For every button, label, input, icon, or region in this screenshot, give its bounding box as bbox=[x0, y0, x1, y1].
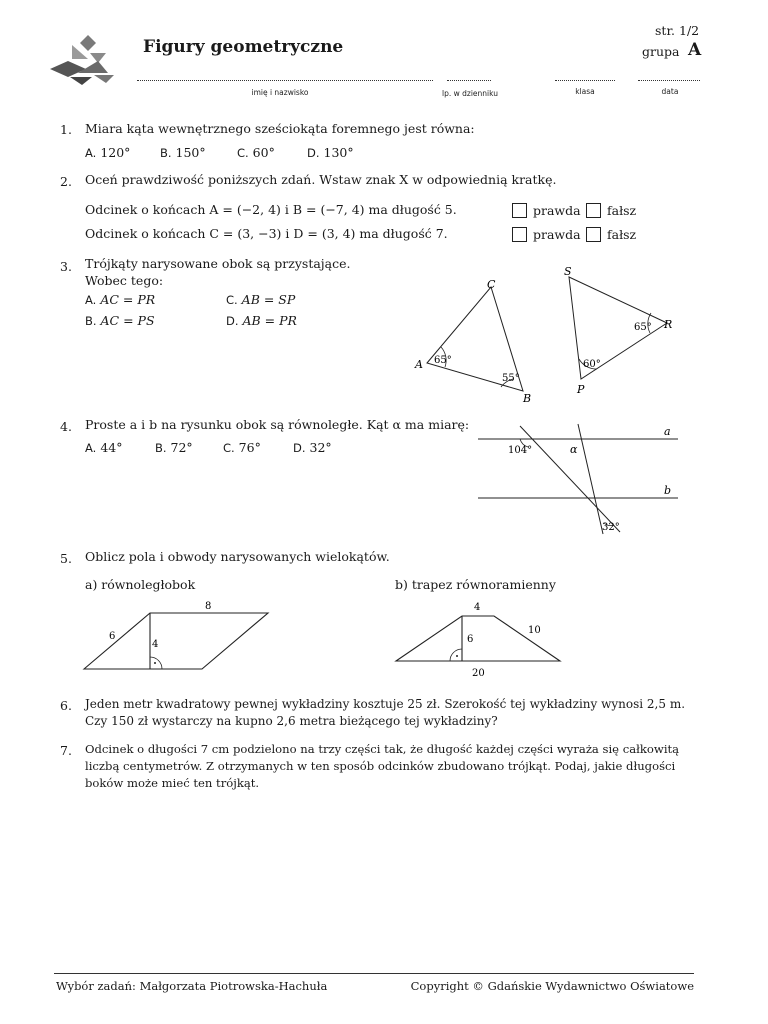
angle-r-label: 65° bbox=[634, 322, 652, 333]
q4-option-d[interactable]: D. 32° bbox=[293, 440, 332, 455]
q5-part-a-label: a) równoległobok bbox=[85, 577, 196, 592]
q4-text: Proste a i b na rysunku obok są równoległe. Kąt α ma miarę: bbox=[85, 417, 470, 432]
q2-statement-1: Odcinek o końcach A = (−2, 4) i B = (−7, 4) ma długość 5. bbox=[85, 202, 457, 217]
group-value: A bbox=[688, 40, 702, 60]
vertex-b-label: B bbox=[523, 392, 532, 405]
q2-row2-false-label: fałsz bbox=[607, 227, 637, 242]
q6-line1: Jeden metr kwadratowy pewnej wykładziny kosztuje 25 zł. Szerokość tej wykładziny wynosi 2,5 m. bbox=[85, 697, 686, 711]
name-field-caption: imię i nazwisko bbox=[251, 88, 309, 97]
date-field-caption: data bbox=[661, 87, 679, 96]
transversal-2 bbox=[578, 424, 603, 534]
parallelogram-height-label: 4 bbox=[152, 639, 159, 650]
footer-author: Wybór zadań: Małgorzata Piotrowska-Hachuła bbox=[56, 979, 328, 993]
angle-32-label: 32° bbox=[602, 522, 620, 533]
q2-row1-true-label: prawda bbox=[533, 203, 581, 218]
group-label: grupa bbox=[642, 44, 680, 59]
q1-option-d[interactable]: D. 130° bbox=[307, 145, 354, 160]
q1-text: Miara kąta wewnętrznego sześciokąta foremnego jest równa: bbox=[85, 121, 475, 136]
q5-part-b-label: b) trapez równoramienny bbox=[395, 577, 556, 592]
trapezoid bbox=[396, 616, 560, 661]
class-field-caption: klasa bbox=[575, 87, 595, 96]
q2-row2-true-label: prawda bbox=[533, 227, 581, 242]
page-number: str. 1/2 bbox=[655, 23, 700, 38]
name-field-line[interactable] bbox=[137, 80, 433, 81]
q5-parallelogram-figure bbox=[80, 596, 275, 674]
q4-option-c[interactable]: C. 76° bbox=[223, 440, 261, 455]
q3-number: 3. bbox=[60, 259, 72, 274]
q2-number: 2. bbox=[60, 174, 72, 189]
q5-trapezoid-figure bbox=[390, 596, 568, 680]
q4-parallel-lines-figure bbox=[470, 420, 685, 540]
vertex-r-label: R bbox=[664, 318, 673, 331]
trapezoid-height-label: 6 bbox=[467, 634, 474, 645]
q2-row1-true-checkbox[interactable] bbox=[512, 203, 527, 218]
q1-number: 1. bbox=[60, 122, 72, 137]
q2-row2-false-checkbox[interactable] bbox=[586, 227, 601, 242]
q3-text-line1: Trójkąty narysowane obok są przystające. bbox=[85, 256, 351, 271]
publisher-logo bbox=[48, 33, 116, 87]
q2-row1-false-label: fałsz bbox=[607, 203, 637, 218]
q6-line2: Czy 150 zł wystarczy na kupno 2,6 metra bieżącego tej wykładziny? bbox=[85, 714, 498, 728]
angle-104-label: 104° bbox=[508, 445, 533, 456]
date-field-line[interactable] bbox=[638, 80, 700, 81]
alpha-label: α bbox=[570, 443, 578, 456]
q5-text: Oblicz pola i obwody narysowanych wielokątów. bbox=[85, 549, 390, 564]
q4-option-b[interactable]: B. 72° bbox=[155, 440, 193, 455]
q3-option-d[interactable]: D. AB = PR bbox=[226, 313, 297, 328]
q1-option-c[interactable]: C. 60° bbox=[237, 145, 275, 160]
angle-a-label: 65° bbox=[434, 355, 452, 366]
angle-b-label: 55° bbox=[502, 373, 520, 384]
q3-option-a[interactable]: A. AC = PR bbox=[85, 292, 156, 307]
q3-option-c[interactable]: C. AB = SP bbox=[226, 292, 296, 307]
q1-option-b[interactable]: B. 150° bbox=[160, 145, 206, 160]
vertex-p-label: P bbox=[577, 383, 585, 396]
trapezoid-leg-label: 10 bbox=[528, 625, 541, 636]
q3-congruent-triangles-figure bbox=[405, 260, 695, 408]
q7-line2: liczbą centymetrów. Z otrzymanych w ten sposób odcinków zbudowano trójkąt. Podaj, jakie długości bbox=[85, 759, 676, 773]
q3-option-b[interactable]: B. AC = PS bbox=[85, 313, 155, 328]
line-b-label: b bbox=[664, 484, 672, 497]
q7-number: 7. bbox=[60, 743, 72, 758]
class-number-field-line[interactable] bbox=[447, 80, 491, 81]
q2-row2-true-checkbox[interactable] bbox=[512, 227, 527, 242]
footer-divider bbox=[54, 973, 694, 974]
q7-line1: Odcinek o długości 7 cm podzielono na trzy części tak, że długość każdej części wyraża się całkowitą bbox=[85, 742, 680, 756]
q4-option-a[interactable]: A. 44° bbox=[85, 440, 123, 455]
q1-option-a[interactable]: A. 120° bbox=[85, 145, 131, 160]
q3-text-line2: Wobec tego: bbox=[85, 273, 164, 288]
line-a-label: a bbox=[664, 425, 671, 438]
angle-p-label: 60° bbox=[583, 359, 601, 370]
q4-number: 4. bbox=[60, 419, 72, 434]
q6-number: 6. bbox=[60, 698, 72, 713]
q7-line3: boków może mieć ten trójkąt. bbox=[85, 776, 260, 790]
vertex-a-label: A bbox=[415, 358, 423, 371]
trapezoid-bottom-label: 20 bbox=[472, 668, 485, 679]
q5-number: 5. bbox=[60, 551, 72, 566]
page-title: Figury geometryczne bbox=[143, 37, 344, 57]
vertex-s-label: S bbox=[564, 265, 572, 278]
footer-copyright: Copyright © Gdańskie Wydawnictwo Oświatowe bbox=[410, 979, 694, 993]
class-field-line[interactable] bbox=[555, 80, 615, 81]
trapezoid-top-label: 4 bbox=[474, 602, 481, 613]
class-number-field-caption: lp. w dzienniku bbox=[442, 89, 498, 98]
parallelogram-top-label: 8 bbox=[205, 601, 212, 612]
parallelogram-slant-label: 6 bbox=[109, 631, 116, 642]
vertex-c-label: C bbox=[487, 278, 496, 291]
transversal-1 bbox=[520, 426, 620, 532]
q2-text: Oceń prawdziwość poniższych zdań. Wstaw znak X w odpowiednią kratkę. bbox=[85, 172, 557, 187]
q2-statement-2: Odcinek o końcach C = (3, −3) i D = (3, 4) ma długość 7. bbox=[85, 226, 448, 241]
q2-row1-false-checkbox[interactable] bbox=[586, 203, 601, 218]
